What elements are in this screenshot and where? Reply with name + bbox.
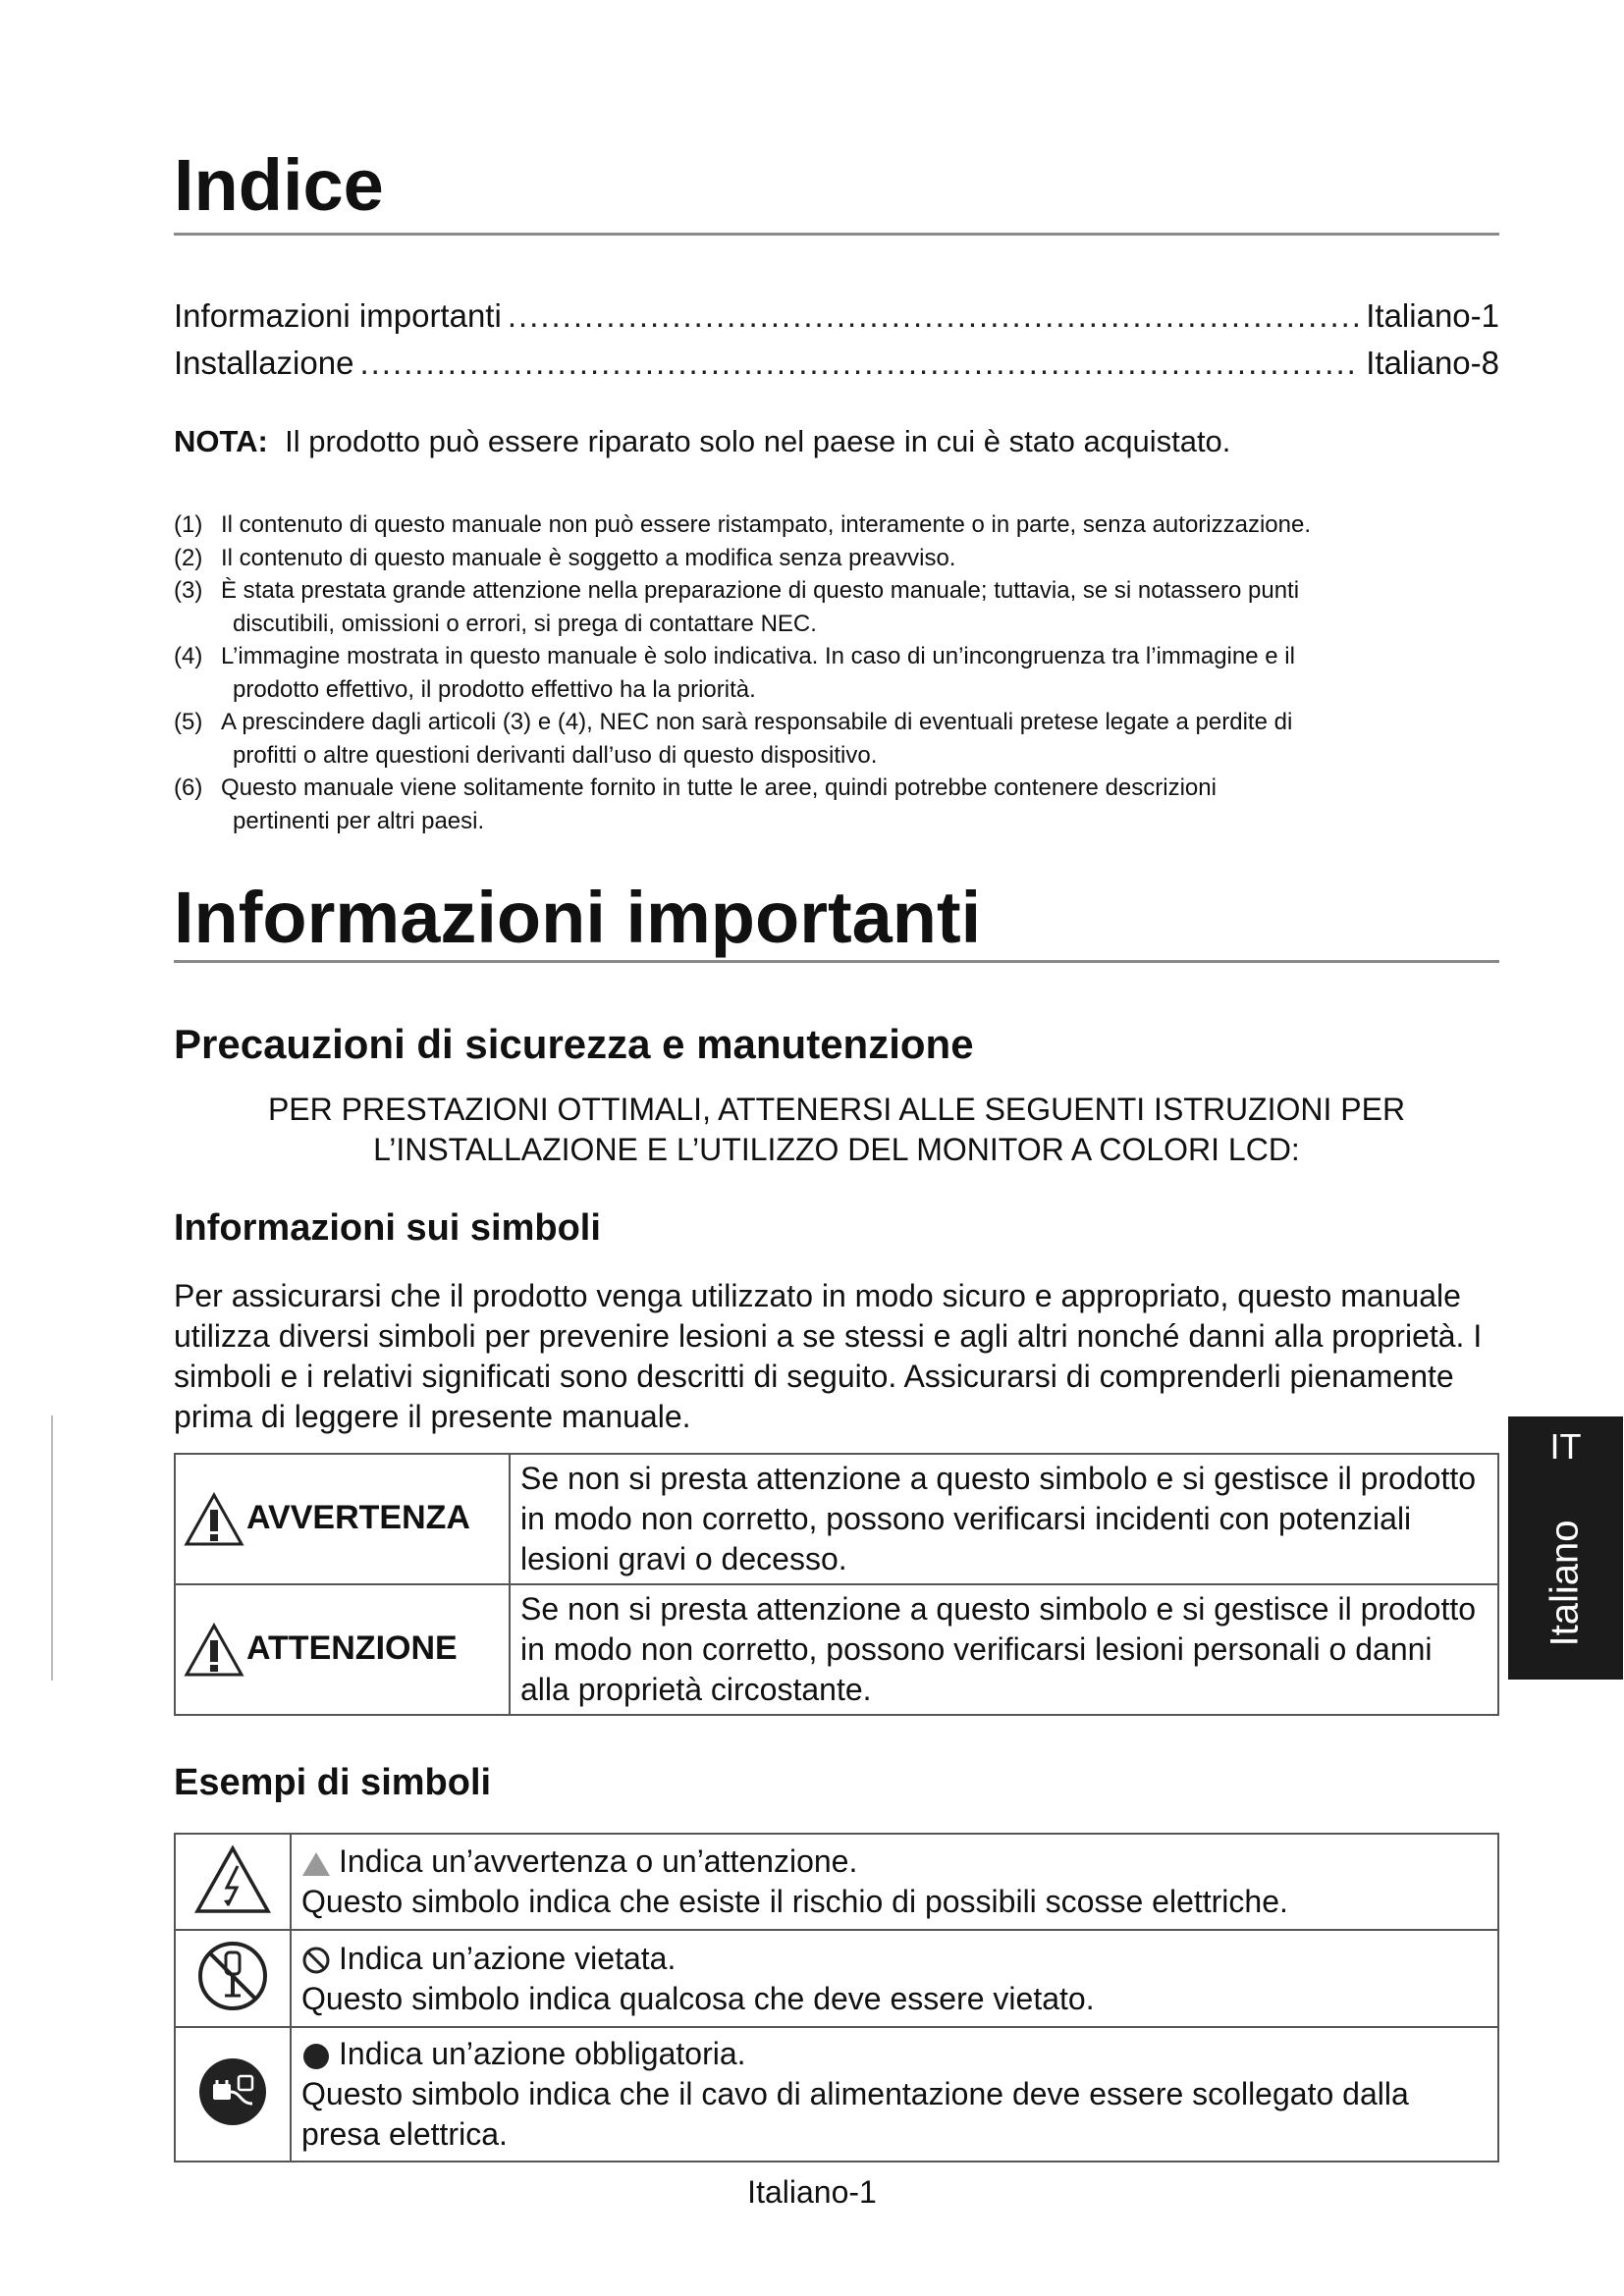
electric-shock-warning-icon	[193, 1844, 272, 1915]
table-row	[175, 1454, 1498, 1584]
toc-entry[interactable]	[174, 293, 1499, 340]
language-code: IT	[1549, 1426, 1582, 1467]
section-rule	[174, 960, 1499, 963]
symbol-label: AVVERTENZA	[246, 1498, 470, 1536]
note-text: Il contenuto di questo manuale è soggetto a modifica senza preavviso.	[221, 544, 956, 571]
note-number: (2)	[174, 544, 203, 571]
symbols-intro: Per assicurarsi che il prodotto venga utilizzato in modo sicuro e appropriato, questo manuale utilizza diversi simboli per prevenire lesioni a se stessi e agli altri nonché danni alla proprietà. I simboli e i relativi significati sono descritti di seguito. Assicurarsi di comprenderli pienamente prima di leggere il presente manuale.	[174, 1278, 1483, 1434]
page-number: Italiano-1	[747, 2174, 877, 2210]
note-text-continued: prodotto effettivo, il prodotto effettivo ha la priorità.	[233, 675, 756, 703]
margin-line	[51, 1415, 53, 1681]
note-number: (1)	[174, 511, 203, 538]
table-row	[175, 1834, 1498, 1930]
table-row	[175, 1584, 1498, 1715]
example-description-cell	[291, 2027, 1498, 2162]
note-text: È stata prestata grande attenzione nella preparazione di questo manuale; tuttavia, se si notassero punti	[221, 577, 1300, 604]
caps-line: L’INSTALLAZIONE E L’UTILIZZO DEL MONITOR A COLORI LCD:	[373, 1132, 1300, 1167]
unplug-icon	[197, 2056, 268, 2127]
toc-leader-dots	[508, 293, 1360, 340]
caps-line: PER PRESTAZIONI OTTIMALI, ATTENERSI ALLE SEGUENTI ISTRUZIONI PER	[267, 1092, 1406, 1127]
note-item	[174, 772, 1499, 837]
nota-line	[174, 424, 1230, 459]
toc-entry-page: Italiano-8	[1366, 345, 1499, 381]
no-disassembly-icon	[195, 1939, 270, 2013]
symbol-description: Se non si presta attenzione a questo simbolo e si gestisce il prodotto in modo non corretto, possono verificarsi incidenti con potenziali lesioni gravi o decesso.	[510, 1454, 1498, 1584]
note-text: A prescindere dagli articoli (3) e (4), NEC non sarà responsabile di eventuali pretese legate a perdite di	[221, 709, 1293, 735]
note-item	[174, 542, 1499, 575]
note-text-continued: profitti o altre questioni derivanti dall’uso di questo dispositivo.	[233, 741, 878, 769]
note-number: (5)	[174, 709, 203, 735]
toc-entry-page: Italiano-1	[1366, 297, 1499, 334]
table-row	[175, 2027, 1498, 2162]
section-title: Informazioni importanti	[174, 877, 982, 958]
example-text: Questo simbolo indica qualcosa che deve essere vietato.	[301, 1980, 1095, 2016]
toc-entry[interactable]	[174, 340, 1499, 387]
note-item	[174, 640, 1499, 706]
nota-label: NOTA:	[174, 424, 268, 458]
example-description-cell	[291, 1834, 1498, 1930]
mandatory-action-icon	[301, 2042, 331, 2071]
note-number: (3)	[174, 577, 203, 604]
note-text: L’immagine mostrata in questo manuale è solo indicativa. In caso di un’incongruenza tra l’immagine e il	[221, 643, 1295, 669]
language-name: Italiano	[1543, 1520, 1587, 1647]
example-text: Questo simbolo indica che il cavo di alimentazione deve essere scollegato dalla presa elettrica.	[301, 2076, 1409, 2152]
example-text: Questo simbolo indica che esiste il rischio di possibili scosse elettriche.	[301, 1884, 1288, 1919]
note-text-continued: pertinenti per altri paesi.	[233, 807, 485, 834]
symbols-table	[174, 1453, 1499, 1716]
examples-heading: Esempi di simboli	[174, 1762, 492, 1803]
note-number: (4)	[174, 643, 203, 669]
note-item	[174, 574, 1499, 640]
note-text: Il contenuto di questo manuale non può essere ristampato, interamente o in parte, senza autorizzazione.	[221, 511, 1312, 538]
example-title: Indica un’azione obbligatoria.	[339, 2036, 746, 2071]
safety-heading: Precauzioni di sicurezza e manutenzione	[174, 1021, 974, 1067]
caps-instructions	[174, 1090, 1499, 1170]
caution-triangle-icon	[301, 1851, 331, 1877]
toc-entry-label: Informazioni importanti	[174, 297, 502, 334]
example-description-cell	[291, 1930, 1498, 2027]
prohibited-icon	[301, 1946, 331, 1975]
note-text-continued: discutibili, omissioni o errori, si prega di contattare NEC.	[233, 610, 817, 637]
examples-table	[174, 1833, 1499, 2163]
example-icon-cell	[175, 1930, 291, 2027]
notes-list	[174, 508, 1499, 837]
symbols-heading: Informazioni sui simboli	[174, 1207, 601, 1249]
nota-text: Il prodotto può essere riparato solo nel paese in cui è stato acquistato.	[285, 424, 1231, 458]
note-text: Questo manuale viene solitamente fornito in tutte le aree, quindi potrebbe contenere descrizioni	[221, 774, 1217, 801]
table-of-contents	[174, 293, 1499, 387]
symbol-label-cell	[175, 1454, 510, 1584]
symbol-label-cell	[175, 1584, 510, 1715]
example-icon-cell	[175, 2027, 291, 2162]
index-title: Indice	[174, 144, 384, 226]
language-side-tab[interactable]	[1508, 1416, 1623, 1680]
warning-triangle-icon	[184, 1492, 244, 1547]
note-item	[174, 706, 1499, 772]
example-title: Indica un’avvertenza o un’attenzione.	[339, 1843, 858, 1879]
example-icon-cell	[175, 1834, 291, 1930]
note-item	[174, 508, 1499, 542]
warning-triangle-icon	[184, 1623, 244, 1678]
note-number: (6)	[174, 774, 203, 801]
toc-leader-dots	[359, 340, 1360, 387]
symbol-description: Se non si presta attenzione a questo simbolo e si gestisce il prodotto in modo non corretto, possono verificarsi lesioni personali o danni alla proprietà circostante.	[510, 1584, 1498, 1715]
example-title: Indica un’azione vietata.	[339, 1940, 677, 1976]
toc-entry-label: Installazione	[174, 345, 354, 381]
table-row	[175, 1930, 1498, 2027]
index-rule	[174, 233, 1499, 236]
symbol-label: ATTENZIONE	[246, 1629, 458, 1667]
